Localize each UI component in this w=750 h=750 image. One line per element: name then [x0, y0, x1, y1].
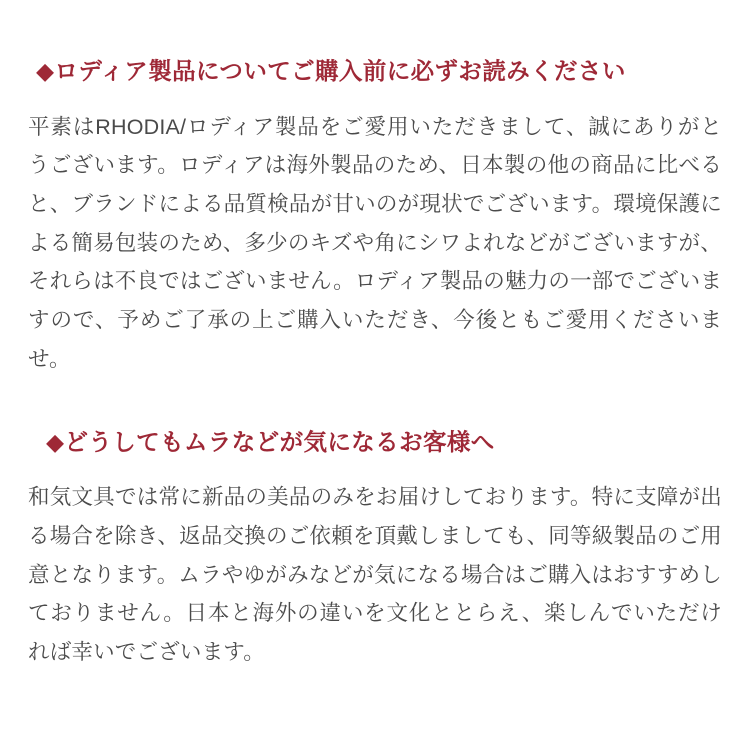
section-spacer [28, 389, 722, 427]
section-body-unevenness-notice: 和気文具では常に新品の美品のみをお届けしております。特に支障が出る場合を除き、返品交換のご依頼を頂戴しましても、同等級製品のご用意となります。ムラやゆがみなどが気になる場合はご購入はおすすめしておりません。日本と海外の違いを文化ととらえ、楽しんでいただければ幸いでございます。 [28, 485, 722, 664]
bottom-spacer [28, 682, 722, 722]
section-unevenness-notice [28, 427, 722, 672]
section-heading-unevenness-notice: ◆どうしてもムラなどが気になるお客様へ [46, 428, 495, 455]
section-body-purchase-notice: 平素はRHODIA/ロディア製品をご愛用いただきまして、誠にありがとうございます。ロディアは海外製品のため、日本製の他の商品に比べると、ブランドによる品質検品が甘いのが現状でございます。環境保護による簡易包装のため、多少のキズや角にシワよれなどがございますが、それらは不良ではございません。ロディア製品の魅力の一部でございますので、予めご了承の上ご購入いただき、今後ともご愛用くださいませ。 [28, 114, 722, 371]
section-purchase-notice [28, 56, 722, 379]
section-heading-purchase-notice: ◆ロディア製品についてご購入前に必ずお読みください [36, 58, 626, 84]
